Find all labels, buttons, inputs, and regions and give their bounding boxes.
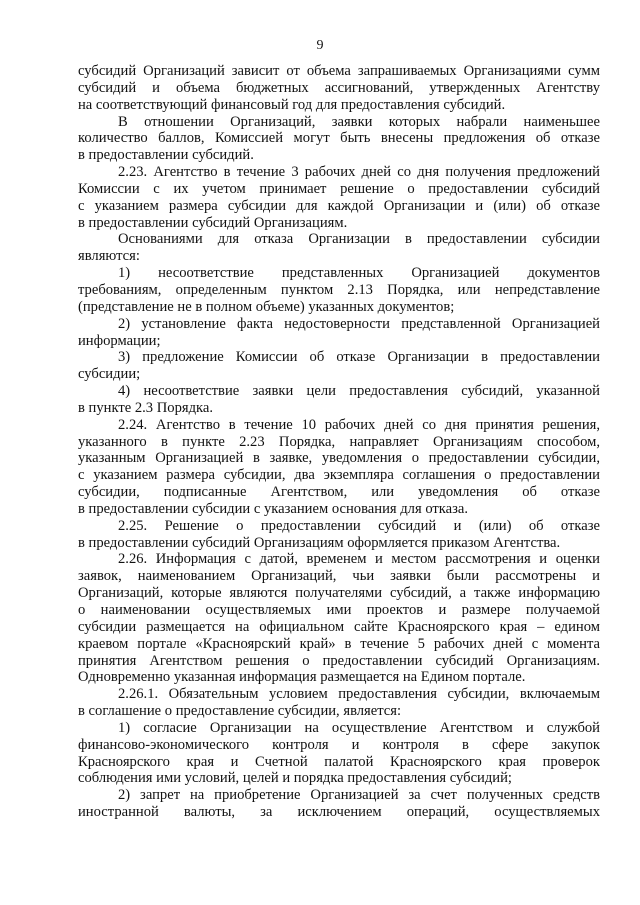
paragraph-p-ground-4 [78, 383, 600, 417]
text-line: принятия Агентством решения о предоставлении субсидий Организациям. [78, 652, 600, 669]
paragraph-p-2-26-1 [78, 686, 600, 720]
text-line: Организаций, которые являются получателями субсидий, а также информацию [78, 585, 600, 602]
paragraph-p-ground-2 [78, 316, 600, 350]
text-line: на соответствующий финансовый год для предоставления субсидий. [78, 96, 506, 113]
text-line: иностранной валюты, за исключением операций, осуществляемых [78, 804, 600, 821]
paragraph-p-ground-3 [78, 349, 600, 383]
paragraph-p-2-23 [78, 164, 600, 231]
text-line: субсидии; [78, 366, 141, 383]
text-line: 2.24. Агентство в течение 10 рабочих дней со дня принятия решения, [118, 416, 600, 433]
text-line: указанным Организацией в заявке, уведомления о предоставлении субсидии, [78, 450, 600, 467]
paragraph-p-condition-2 [78, 787, 600, 821]
text-line: Одновременно указанная информация размещается на Едином портале. [78, 669, 526, 686]
text-line: Комиссии с их учетом принимает решение о предоставлении субсидий [78, 180, 600, 197]
text-line: количество баллов, Комиссией могут быть внесены предложения об отказе [78, 130, 600, 147]
text-line: в пункте 2.3 Порядка. [78, 399, 214, 416]
paragraph-p-continuation [78, 63, 600, 114]
text-line: Основаниями для отказа Организации в предоставлении субсидии [118, 231, 600, 248]
text-line: о наименовании осуществляемых ими проектов и размере получаемой [78, 602, 600, 618]
text-line: 2.26. Информация с датой, временем и местом рассмотрения и оценки [118, 551, 600, 568]
text-line: с указанием размера субсидии для каждой Организации и (или) об отказе [78, 197, 600, 214]
text-line: требованиям, определенным пунктом 2.13 Порядка, или непредставление [78, 281, 600, 298]
text-line: являются: [78, 248, 140, 265]
text-line: финансово-экономического контроля и контроля в сфере закупок [78, 736, 600, 753]
paragraph-p-lowest-score [78, 114, 600, 165]
text-line: 2.23. Агентство в течение 3 рабочих дней со дня получения предложений [118, 164, 600, 181]
paragraph-p-2-25 [78, 518, 600, 552]
text-line: 3) предложение Комиссии об отказе Организации в предоставлении [118, 349, 600, 366]
text-line: в соглашение о предоставление субсидии, является: [78, 703, 402, 720]
text-line: информации; [78, 332, 161, 349]
text-line: в предоставлении субсидии с указанием основания для отказа. [78, 500, 469, 517]
text-line: 1) несоответствие представленных Организацией документов [118, 265, 600, 282]
text-line: в предоставлении субсидий. [78, 147, 254, 164]
text-line: 2) запрет на приобретение Организацией за счет полученных средств [118, 787, 600, 804]
text-line: 2.25. Решение о предоставлении субсидий и (или) об отказе [118, 517, 600, 534]
text-line: соблюдения ими условий, целей и порядка предоставления субсидий; [78, 770, 512, 787]
page-number: 9 [316, 38, 324, 53]
text-line: заявок, наименованием Организаций, чьи заявки были рассмотрены и [78, 568, 600, 585]
text-line: субсидий Организаций зависит от объема запрашиваемых Организациями сумм [78, 63, 600, 79]
paragraph-p-grounds [78, 231, 600, 265]
document-body [78, 63, 600, 821]
text-line: указанного в пункте 2.23 Порядка, направляет Организациям способом, [78, 433, 600, 450]
text-line: субсидии размещается на официальном сайте Красноярского края – едином [78, 618, 600, 635]
text-line: в предоставлении субсидий Организациям. [78, 214, 348, 231]
paragraph-p-ground-1 [78, 265, 600, 316]
text-line: В отношении Организаций, заявки которых набрали наименьшее [118, 113, 600, 130]
text-line: субсидий и объема бюджетных ассигнований, утвержденных Агентству [78, 79, 600, 96]
text-line: краевом портале «Красноярский край» в течение 5 рабочих дней с момента [78, 635, 600, 652]
text-line: с указанием размера субсидии, два экземпляра соглашения о предоставлении [78, 467, 600, 484]
text-line: Красноярского края и Счетной палатой Красноярского края проверок [78, 753, 600, 770]
text-line: в предоставлении субсидий Организациям оформляется приказом Агентства. [78, 534, 561, 551]
text-line: 2.26.1. Обязательным условием предоставления субсидии, включаемым [118, 686, 600, 703]
text-line: 1) согласие Организации на осуществление Агентством и службой [118, 719, 600, 736]
text-line: 2) установление факта недостоверности представленной Организацией [118, 315, 600, 332]
paragraph-p-condition-1 [78, 720, 600, 787]
text-line: субсидии, подписанные Агентством, или уведомления об отказе [78, 484, 600, 501]
paragraph-p-2-26 [78, 551, 600, 686]
paragraph-p-2-24 [78, 417, 600, 518]
text-line: (представление не в полном объеме) указанных документов; [78, 298, 455, 315]
text-line: 4) несоответствие заявки цели предоставления субсидий, указанной [118, 383, 600, 400]
